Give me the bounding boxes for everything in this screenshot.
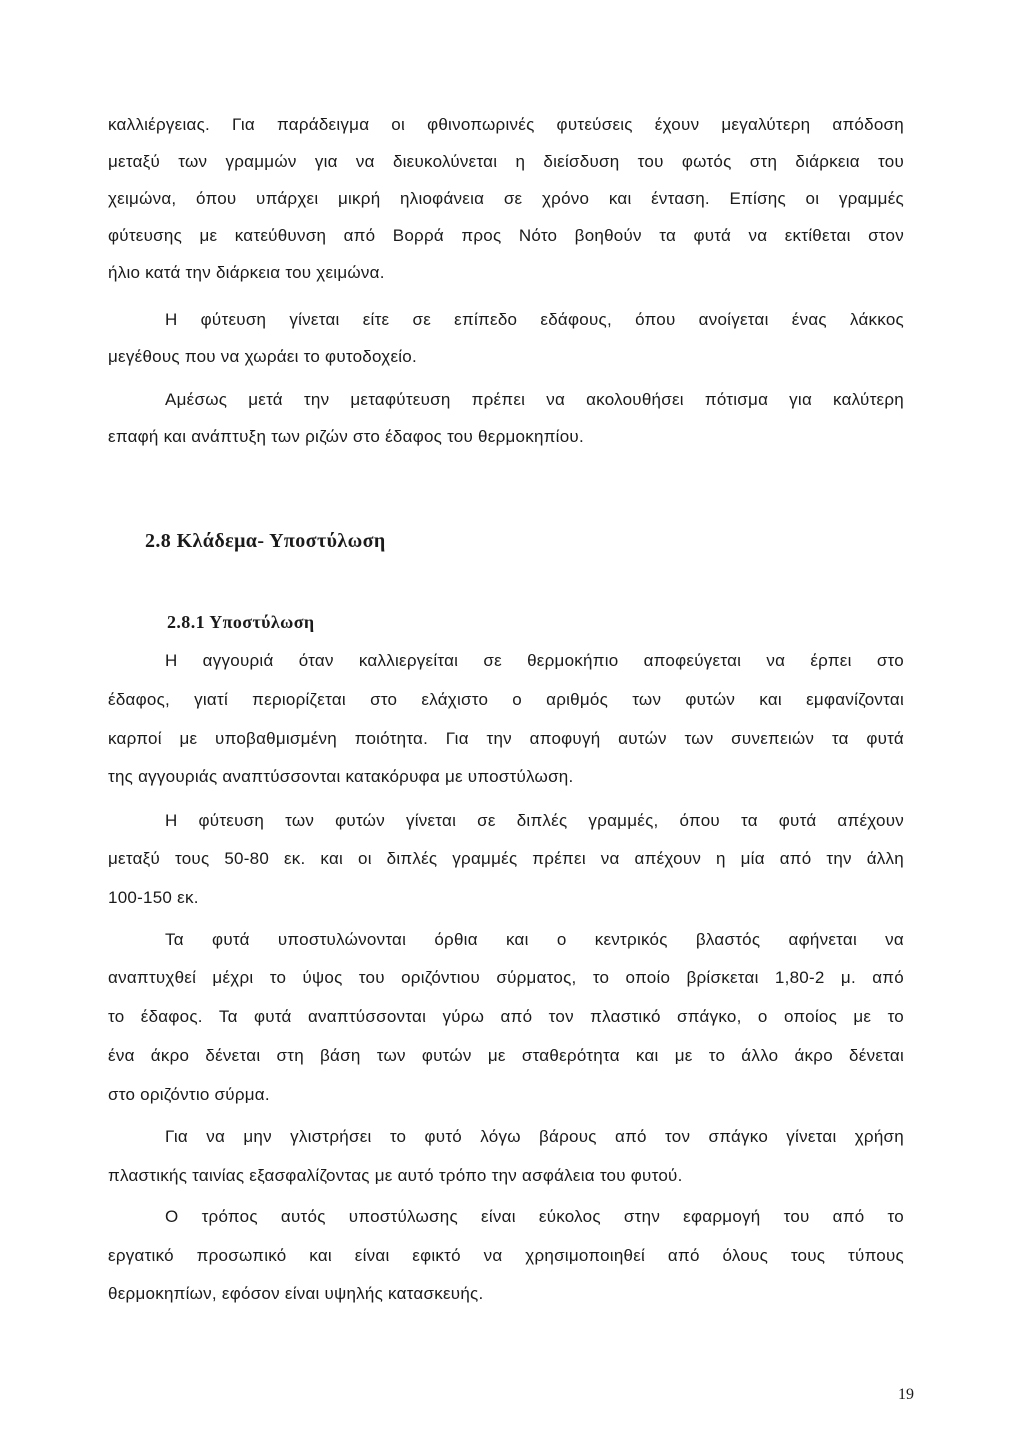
text-line: εργατικό προσωπικό και είναι εφικτό να χρησιμοποιηθεί από όλους τους τύπους xyxy=(108,1246,904,1265)
text-line: αναπτυχθεί μέχρι το ύψος του οριζόντιου σύρματος, το οποίο βρίσκεται 1,80-2 μ. από xyxy=(108,968,904,987)
section-heading: 2.8 Κλάδεμα- Υποστύλωση xyxy=(145,530,386,552)
text-line: χειμώνα, όπου υπάρχει μικρή ηλιοφάνεια σε χρόνο και ένταση. Επίσης οι γραμμές xyxy=(108,189,904,208)
text-line: το έδαφος. Τα φυτά αναπτύσσονται γύρω από τον πλαστικό σπάγκο, ο οποίος με το xyxy=(108,1007,904,1026)
text-line: καλλιέργειας. Για παράδειγμα οι φθινοπωρινές φυτεύσεις έχουν μεγαλύτερη απόδοση xyxy=(108,115,904,134)
text-line: Η φύτευση γίνεται είτε σε επίπεδο εδάφους, όπου ανοίγεται ένας λάκκος xyxy=(165,310,904,329)
text-line: 100-150 εκ. xyxy=(108,888,199,907)
text-line: ένα άκρο δένεται στη βάση των φυτών με σταθερότητα και με το άλλο άκρο δένεται xyxy=(108,1046,904,1065)
text-line: Η αγγουριά όταν καλλιεργείται σε θερμοκήπιο αποφεύγεται να έρπει στο xyxy=(165,651,904,670)
text-line: μεταξύ τους 50-80 εκ. και οι διπλές γραμμές πρέπει να απέχουν η μία από την άλλη xyxy=(108,849,904,868)
text-line: καρποί με υποβαθμισμένη ποιότητα. Για την αποφυγή αυτών των συνεπειών τα φυτά xyxy=(108,729,904,748)
text-line: επαφή και ανάπτυξη των ριζών στο έδαφος του θερμοκηπίου. xyxy=(108,427,584,446)
text-line: έδαφος, γιατί περιορίζεται στο ελάχιστο ο αριθμός των φυτών και εμφανίζονται xyxy=(108,690,904,709)
text-line: Για να μην γλιστρήσει το φυτό λόγω βάρους από τον σπάγκο γίνεται χρήση xyxy=(165,1127,904,1146)
text-line: στο οριζόντιο σύρμα. xyxy=(108,1085,270,1104)
text-line: φύτευσης με κατεύθυνση από Βορρά προς Νότο βοηθούν τα φυτά να εκτίθεται στον xyxy=(108,226,904,245)
text-line: Τα φυτά υποστυλώνονται όρθια και ο κεντρικός βλαστός αφήνεται να xyxy=(165,930,904,949)
text-line: Η φύτευση των φυτών γίνεται σε διπλές γραμμές, όπου τα φυτά απέχουν xyxy=(165,811,904,830)
page-number: 19 xyxy=(898,1386,914,1403)
text-line: θερμοκηπίων, εφόσον είναι υψηλής κατασκευής. xyxy=(108,1284,484,1303)
text-line: μεγέθους που να χωράει το φυτοδοχείο. xyxy=(108,347,417,366)
text-line: της αγγουριάς αναπτύσσονται κατακόρυφα με υποστύλωση. xyxy=(108,767,574,786)
text-line: ήλιο κατά την διάρκεια του χειμώνα. xyxy=(108,263,385,282)
text-line: Αμέσως μετά την μεταφύτευση πρέπει να ακολουθήσει πότισμα για καλύτερη xyxy=(165,390,904,409)
text-line: μεταξύ των γραμμών για να διευκολύνεται η διείσδυση του φωτός στη διάρκεια του xyxy=(108,152,904,171)
text-line: Ο τρόπος αυτός υποστύλωσης είναι εύκολος στην εφαρμογή του από το xyxy=(165,1207,904,1226)
text-line: πλαστικής ταινίας εξασφαλίζοντας με αυτό τρόπο την ασφάλεια του φυτού. xyxy=(108,1166,683,1185)
subsection-heading: 2.8.1 Υποστύλωση xyxy=(167,612,315,632)
